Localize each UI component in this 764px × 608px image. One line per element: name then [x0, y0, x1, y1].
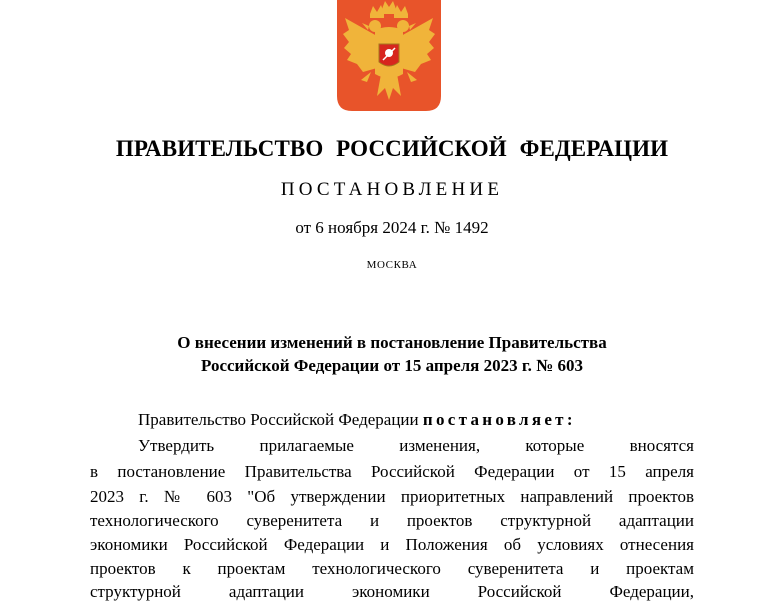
body-decree-word: постановляет:: [422, 410, 576, 429]
body-line: технологического суверенитета и проектов структурной адаптации: [90, 511, 694, 530]
body-intro-line: [138, 410, 694, 430]
body-intro: Правительство Российской Федерации: [138, 410, 419, 429]
body-line: проектов к проектам технологического суверенитета и проектам: [90, 559, 694, 578]
government-name: ПРАВИТЕЛЬСТВО РОССИЙСКОЙ ФЕДЕРАЦИИ: [115, 136, 669, 161]
body-line: 2023 г. № 603 "Об утверждении приоритетных направлений проектов: [90, 487, 694, 506]
document-type: ПОСТАНОВЛЕНИЕ: [280, 179, 504, 200]
document-city: МОСКВА: [366, 259, 418, 271]
body-line: экономики Российской Федерации и Положения об условиях отнесения: [90, 535, 694, 554]
coat-of-arms-icon: [337, 0, 441, 111]
document-date-number: от 6 ноября 2024 г. № 1492: [295, 218, 489, 237]
subject-line-1: О внесении изменений в постановление Правительства: [177, 333, 607, 352]
body-line: в постановление Правительства Российской Федерации от 15 апреля: [90, 462, 694, 481]
body-line: Утвердить прилагаемые изменения, которые вносятся: [138, 436, 694, 455]
body-line: структурной адаптации экономики Российской Федерации,: [90, 582, 694, 601]
subject-line-2: Российской Федерации от 15 апреля 2023 г. № 603: [200, 356, 584, 375]
